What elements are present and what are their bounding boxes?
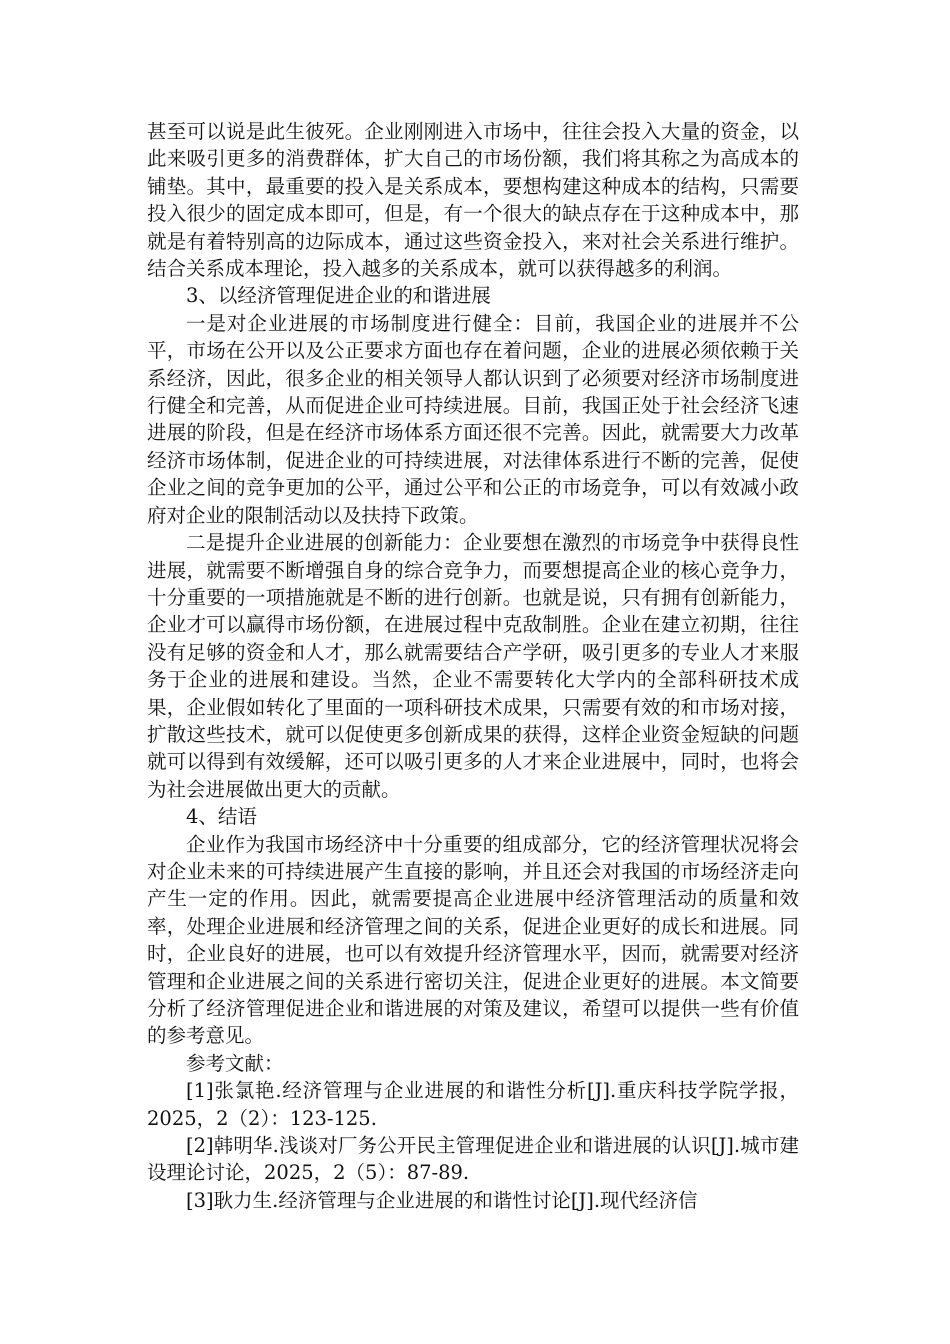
paragraph-innovation: 二是提升企业进展的创新能力：企业要想在激烈的市场竞争中获得良性进展，就需要不断增强自身的综合竞争力，而要想提高企业的核心竞争力，十分重要的一项措施就是不断的进行创新。也就是说，只有拥有创新能力，企业才可以赢得市场份额，在进展过程中克敌制胜。企业在建立初期，往往没有足够的资金和人才，那么就需要结合产学研，吸引更多的专业人才来服务于企业的进展和建设。当然，企业不需要转化大学内的全部科研技术成果，企业假如转化了里面的一项科研技术成果，只需要有效的和市场对接，扩散这些技术，就可以促使更多创新成果的获得，这样企业资金短缺的问题就可以得到有效缓解，还可以吸引更多的人才来企业进展中，同时，也将会为社会进展做出更大的贡献。: [147, 531, 799, 801]
document-page: [147, 118, 799, 1214]
paragraph-conclusion: 企业作为我国市场经济中十分重要的组成部分，它的经济管理状况将会对企业未来的可持续进展产生直接的影响，并且还会对我国的市场经济走向产生一定的作用。因此，就需要提高企业进展中经济管理活动的质量和效率，处理企业进展和经济管理之间的关系，促进企业更好的成长和进展。同时，企业良好的进展，也可以有效提升经济管理水平，因而，就需要对经济管理和企业进展之间的关系进行密切关注，促进企业更好的进展。本文简要分析了经济管理促进企业和谐进展的对策及建议，希望可以提供一些有价值的参考意见。: [147, 832, 799, 1048]
reference-item-3: [3]耿力生.经济管理与企业进展的和谐性讨论[J].现代经济信: [186, 1188, 698, 1212]
paragraph-market-system: 一是对企业进展的市场制度进行健全：目前，我国企业的进展并不公平，市场在公开以及公正要求方面也存在着问题，企业的进展必须依赖于关系经济，因此，很多企业的相关领导人都认识到了必须要对经济市场制度进行健全和完善，从而促进企业可持续进展。目前，我国正处于社会经济飞速进展的阶段，但是在经济市场体系方面还很不完善。因此，就需要大力改革经济市场体制，促进企业的可持续进展，对法律体系进行不断的完善，促使企业之间的竞争更加的公平，通过公平和公正的市场竞争，可以有效减小政府对企业的限制活动以及扶持下政策。: [147, 311, 799, 527]
references-heading: 参考文献：: [186, 1051, 284, 1075]
section-heading-4: 4、结语: [186, 805, 257, 829]
reference-item-2: [2]韩明华.浅谈对厂务公开民主管理促进企业和谐进展的认识[J].城市建设理论讨论，2025，2（5）：87-89.: [147, 1134, 799, 1185]
reference-item-1: [1]张氯艳.经济管理与企业进展的和谐性分析[J].重庆科技学院学报，2025，2（2）：123-125.: [147, 1079, 799, 1130]
paragraph-relationship-cost: 甚至可以说是此生彼死。企业刚刚进入市场中，往往会投入大量的资金，以此来吸引更多的消费群体，扩大自己的市场份额，我们将其称之为高成本的铺垫。其中，最重要的投入是关系成本，要想构建这种成本的结构，只需要投入很少的固定成本即可，但是，有一个很大的缺点存在于这种成本中，那就是有着特别高的边际成本，通过这些资金投入，来对社会关系进行维护。结合关系成本理论，投入越多的关系成本，就可以获得越多的利润。: [147, 120, 799, 281]
section-heading-3: 3、以经济管理促进企业的和谐进展: [186, 284, 491, 308]
